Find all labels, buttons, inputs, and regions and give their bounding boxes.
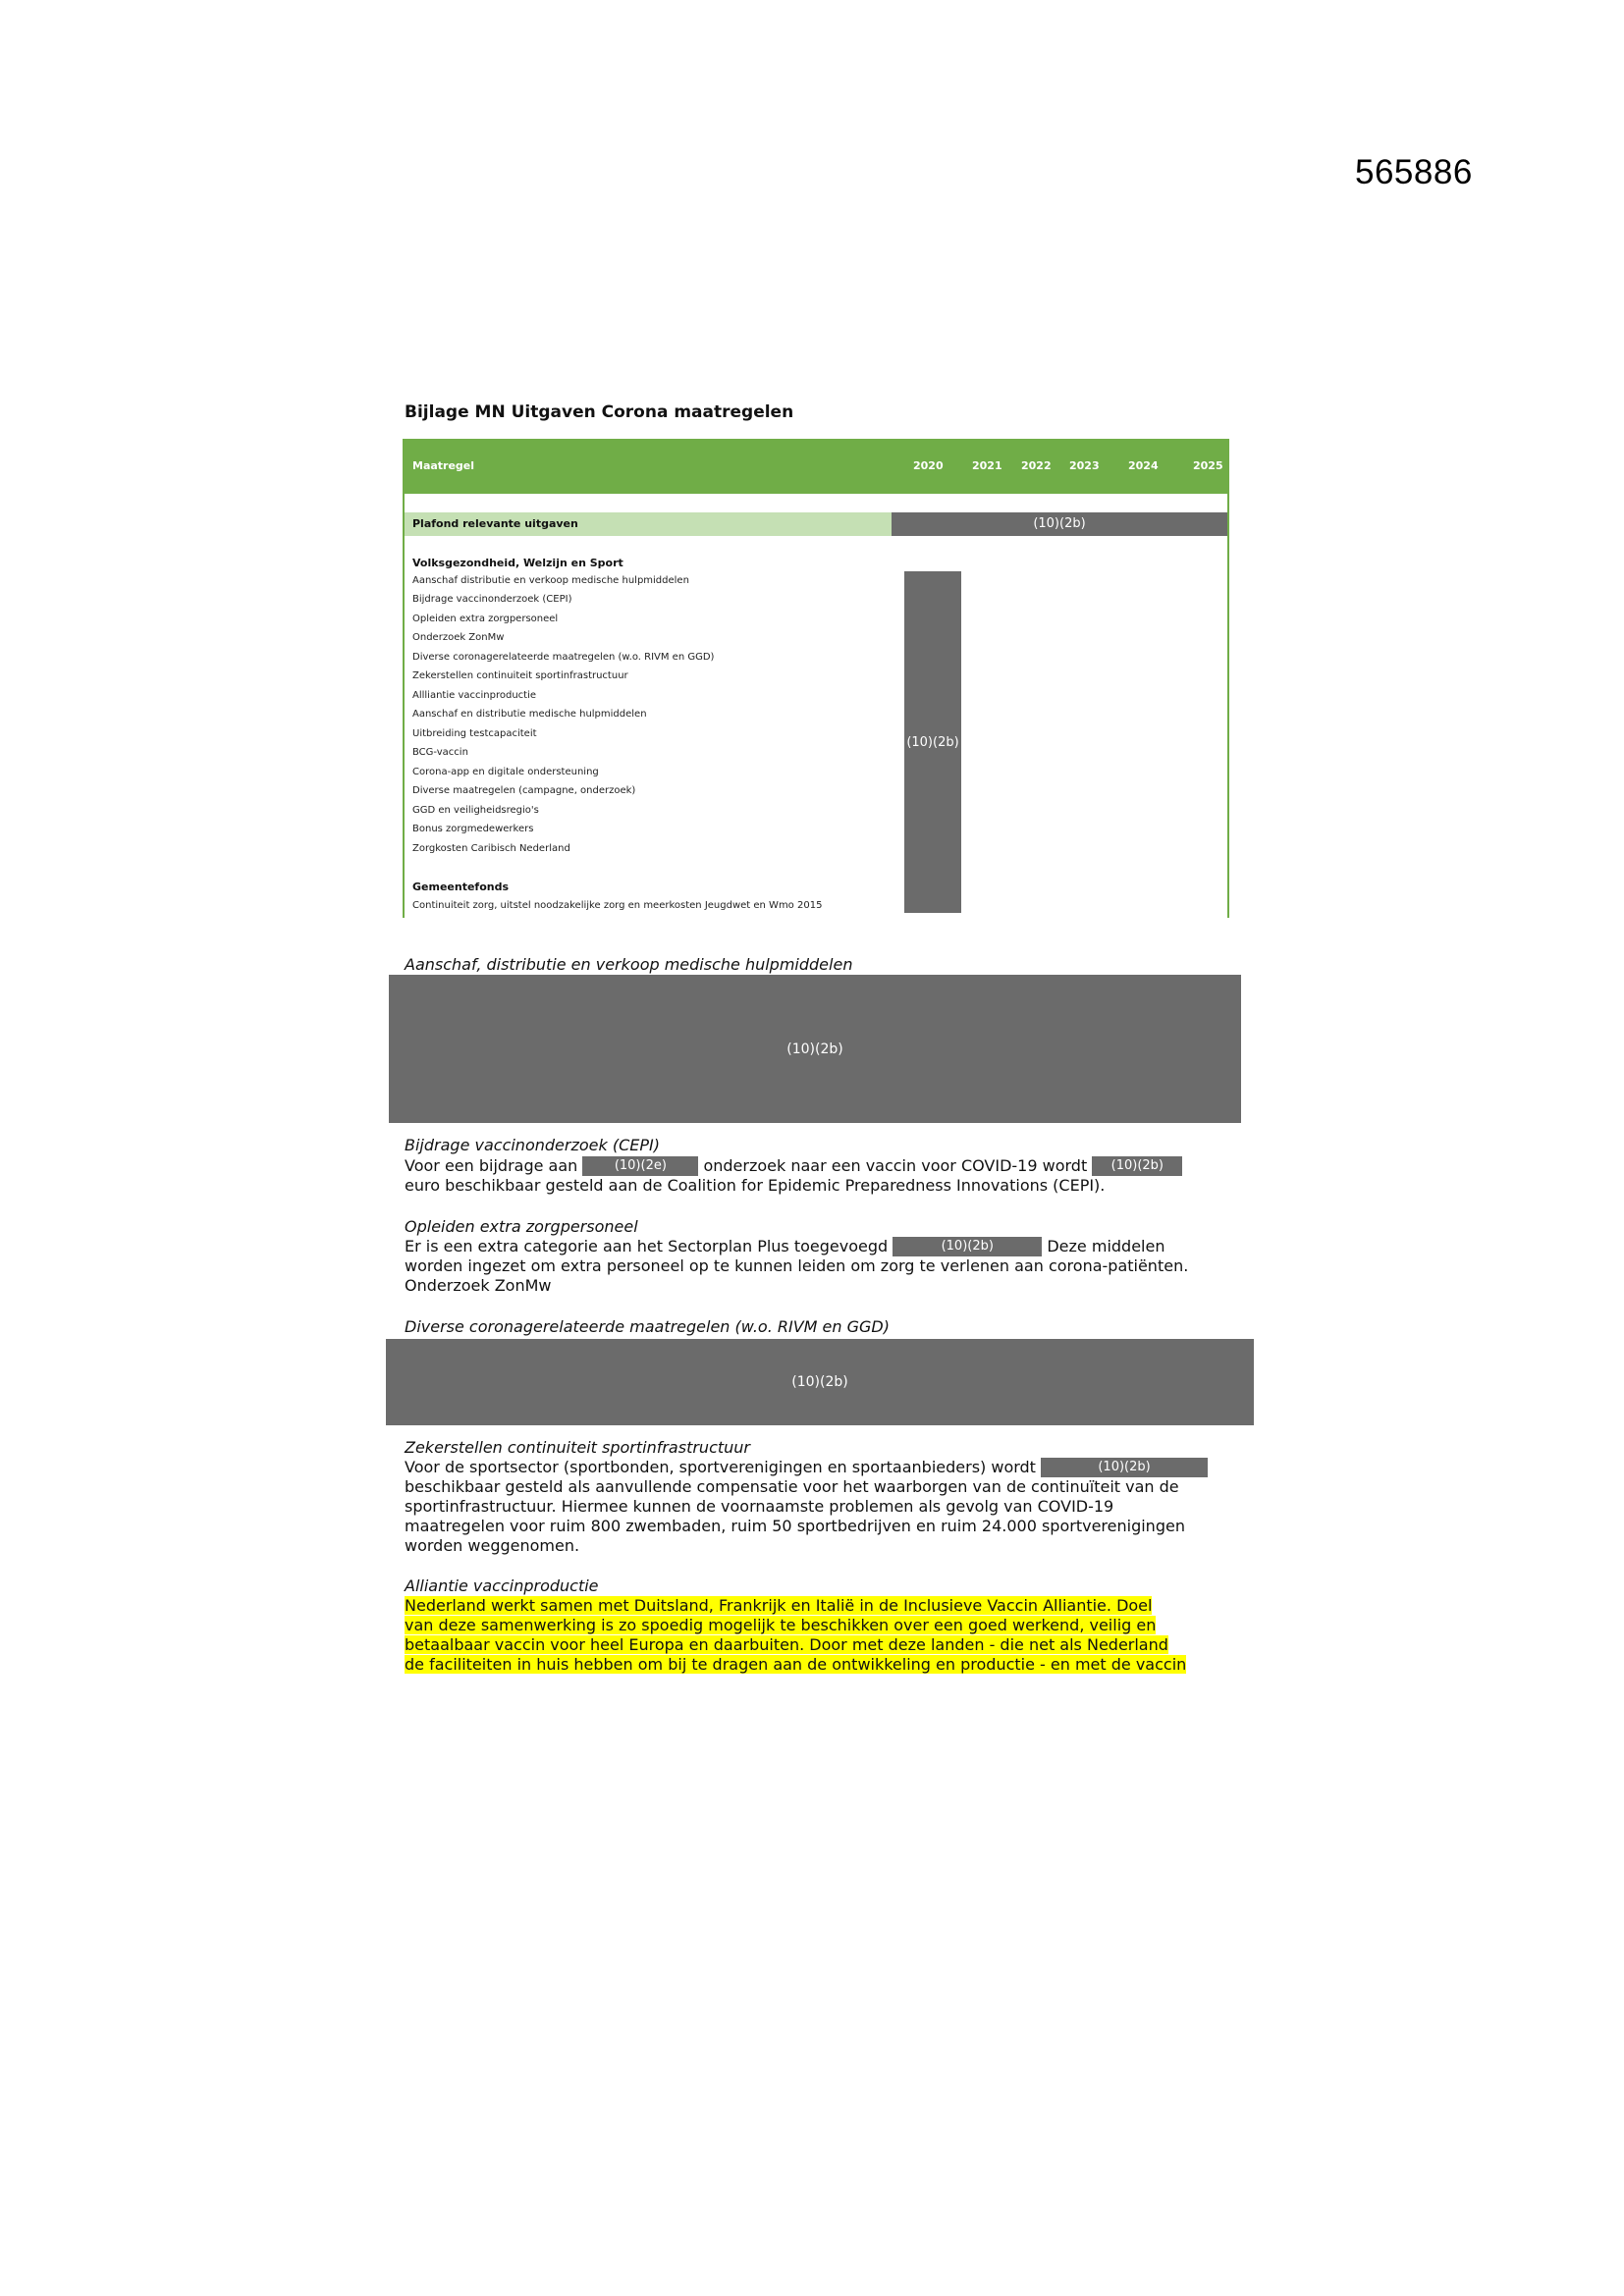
document-number: 565886 bbox=[1355, 153, 1473, 191]
table-row: Corona-app en digitale ondersteuning bbox=[412, 767, 599, 777]
sport-line-3: sportinfrastructuur. Hiermee kunnen de voornaamste problemen als gevolg van COVID-19 bbox=[405, 1497, 1114, 1516]
sport-line-5: worden weggenomen. bbox=[405, 1536, 580, 1555]
column-header-2020: 2020 bbox=[913, 459, 944, 472]
column-header-2021: 2021 bbox=[972, 459, 1002, 472]
section-heading-gemeentefonds: Gemeentefonds bbox=[412, 881, 510, 893]
highlighted-text: Nederland werkt samen met Duitsland, Frankrijk en Italië in de Inclusieve Vaccin Alliantie. Doel bbox=[405, 1596, 1153, 1615]
plafond-row-label: Plafond relevante uitgaven bbox=[405, 512, 892, 536]
cepi-text-1: Voor een bijdrage aan bbox=[405, 1156, 578, 1175]
section-heading-vws: Volksgezondheid, Welzijn en Sport bbox=[412, 557, 623, 569]
expenditure-table bbox=[403, 439, 1229, 918]
table-row: Continuiteit zorg, uitstel noodzakelijke zorg en meerkosten Jeugdwet en Wmo 2015 bbox=[412, 900, 823, 911]
table-row: BCG-vaccin bbox=[412, 747, 468, 758]
table-row: Zorgkosten Caribisch Nederland bbox=[412, 843, 570, 854]
opleiden-line-3: Onderzoek ZonMw bbox=[405, 1276, 552, 1295]
column-header-2024: 2024 bbox=[1128, 459, 1159, 472]
annex-title: Bijlage MN Uitgaven Corona maatregelen bbox=[405, 402, 794, 422]
opleiden-text-2: Deze middelen bbox=[1047, 1237, 1165, 1255]
table-row: Diverse maatregelen (campagne, onderzoek) bbox=[412, 785, 636, 796]
section-title-sport: Zekerstellen continuiteit sportinfrastructuur bbox=[405, 1438, 750, 1457]
section-title-alliantie: Alliantie vaccinproductie bbox=[405, 1576, 599, 1595]
highlighted-text: de faciliteiten in huis hebben om bij te dragen aan de ontwikkeling en productie - en met de vaccin bbox=[405, 1655, 1187, 1674]
column-2020-redaction: (10)(2b) bbox=[904, 571, 961, 913]
aanschaf-redaction: (10)(2b) bbox=[389, 975, 1241, 1123]
section-title-cepi: Bijdrage vaccinonderzoek (CEPI) bbox=[405, 1136, 660, 1154]
opleiden-line-1 bbox=[405, 1237, 1164, 1256]
cepi-total-redaction: (10)(2b) bbox=[1092, 1156, 1182, 1176]
table-row: GGD en veiligheidsregio's bbox=[412, 805, 539, 816]
cepi-text-2: onderzoek naar een vaccin voor COVID-19 wordt bbox=[703, 1156, 1088, 1175]
table-row: Bonus zorgmedewerkers bbox=[412, 824, 534, 834]
opleiden-amount-redaction: (10)(2b) bbox=[893, 1237, 1042, 1256]
alliantie-line-2 bbox=[405, 1616, 1156, 1635]
opleiden-line-2: worden ingezet om extra personeel op te kunnen leiden om zorg te verlenen aan corona-patiënten. bbox=[405, 1256, 1189, 1275]
table-row: Opleiden extra zorgpersoneel bbox=[412, 614, 559, 624]
sport-text-1: Voor de sportsector (sportbonden, sportverenigingen en sportaanbieders) wordt bbox=[405, 1458, 1036, 1476]
column-header-2025: 2025 bbox=[1193, 459, 1223, 472]
diverse-redaction: (10)(2b) bbox=[386, 1339, 1254, 1425]
table-row: Allliantie vaccinproductie bbox=[412, 690, 537, 701]
alliantie-line-4 bbox=[405, 1655, 1186, 1675]
alliantie-line-1 bbox=[405, 1596, 1152, 1616]
cepi-line-1 bbox=[405, 1156, 1182, 1176]
section-title-diverse: Diverse coronagerelateerde maatregelen (w.o. RIVM en GGD) bbox=[405, 1317, 890, 1336]
cepi-amount-redaction: (10)(2e) bbox=[582, 1156, 698, 1176]
table-row: Zekerstellen continuiteit sportinfrastructuur bbox=[412, 670, 628, 681]
section-title-aanschaf: Aanschaf, distributie en verkoop medische hulpmiddelen bbox=[405, 955, 853, 974]
table-row: Aanschaf en distributie medische hulpmiddelen bbox=[412, 709, 647, 720]
cepi-line-2: euro beschikbaar gesteld aan de Coalition for Epidemic Preparedness Innovations (CEPI). bbox=[405, 1176, 1106, 1195]
column-header-2023: 2023 bbox=[1069, 459, 1100, 472]
highlighted-text: betaalbaar vaccin voor heel Europa en daarbuiten. Door met deze landen - die net als Nederland bbox=[405, 1635, 1168, 1654]
table-row: Aanschaf distributie en verkoop medische hulpmiddelen bbox=[412, 575, 689, 586]
sport-line-4: maatregelen voor ruim 800 zwembaden, ruim 50 sportbedrijven en ruim 24.000 sportverenigingen bbox=[405, 1517, 1185, 1535]
highlighted-text: van deze samenwerking is zo spoedig mogelijk te beschikken over een goed werkend, veilig en bbox=[405, 1616, 1157, 1634]
sport-line-2: beschikbaar gesteld als aanvullende compensatie voor het waarborgen van de continuïteit van de bbox=[405, 1477, 1179, 1496]
table-row: Bijdrage vaccinonderzoek (CEPI) bbox=[412, 594, 572, 605]
opleiden-text-1: Er is een extra categorie aan het Sectorplan Plus toegevoegd bbox=[405, 1237, 889, 1255]
column-header-maatregel: Maatregel bbox=[412, 459, 475, 472]
column-header-2022: 2022 bbox=[1021, 459, 1052, 472]
alliantie-line-3 bbox=[405, 1635, 1168, 1655]
table-row: Uitbreiding testcapaciteit bbox=[412, 728, 537, 739]
table-row: Onderzoek ZonMw bbox=[412, 632, 505, 643]
table-row: Diverse coronagerelateerde maatregelen (w.o. RIVM en GGD) bbox=[412, 652, 715, 663]
sport-amount-redaction: (10)(2b) bbox=[1041, 1458, 1208, 1477]
plafond-redaction: (10)(2b) bbox=[892, 512, 1227, 536]
table-header bbox=[405, 439, 1227, 494]
sport-line-1 bbox=[405, 1458, 1208, 1477]
section-title-opleiden: Opleiden extra zorgpersoneel bbox=[405, 1217, 638, 1236]
